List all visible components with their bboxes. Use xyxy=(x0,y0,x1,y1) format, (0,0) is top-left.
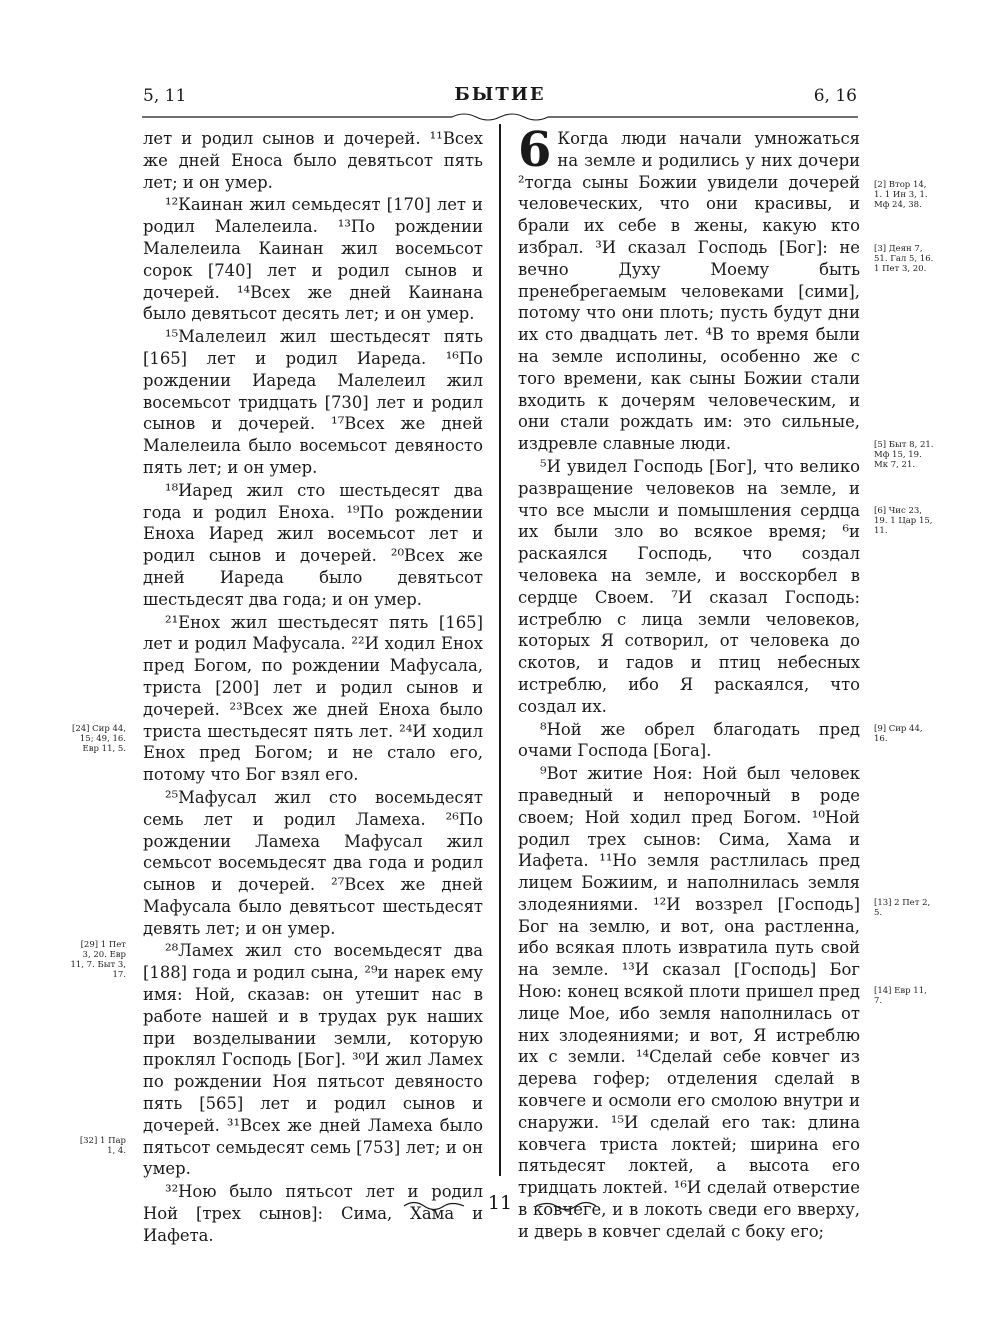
cross-reference-note: [24] Сир 44, 15; 49, 16. Евр 11, 5. xyxy=(72,724,126,754)
cross-reference-note: [9] Сир 44, 16. xyxy=(874,724,923,744)
cross-reference-note: [29] 1 Пет 3, 20. Евр 11, 7. Быт 3, 17. xyxy=(70,940,126,980)
cross-reference-note: [5] Быт 8, 21. Мф 15, 19. Мк 7, 21. xyxy=(874,440,934,470)
verse-paragraph: ²⁵Мафусал жил сто восемьдесят семь лет и родил Ламеха. ²⁶По рождении Ламеха Мафусал жил семьсот восемьдесят два года и родил сынов и дочерей. ²⁷Всех же дней Мафусала было девятьсот шестьдесят девять лет; и он умер. xyxy=(143,787,483,938)
chapter-number: 6 xyxy=(518,122,552,178)
book-title: БЫТИЕ xyxy=(454,84,546,105)
verse-paragraph: ¹⁸Иаред жил сто шестьдесят два года и родил Еноха. ¹⁹По рождении Еноха Иаред жил восемьсот лет и родил сынов и дочерей. ²⁰Всех же дней Иареда было девятьсот шестьдесят два года; и он умер. xyxy=(143,480,483,609)
cross-reference-note: [6] Чис 23, 19. 1 Цар 15, 11. xyxy=(874,506,933,536)
right-text-column xyxy=(518,122,860,1244)
verse-paragraph: ⁸Ной же обрел благодать пред очами Господа [Бога]. xyxy=(518,719,860,761)
cross-reference-note: [14] Евр 11, 7. xyxy=(874,986,927,1006)
verse-paragraph: ²⁸Ламех жил сто восемьдесят два [188] года и родил сына, ²⁹и нарек ему имя: Ной, сказав: он утешит нас в работе нашей и в трудах рук наших при возделывании земли, которую проклял Господь [Бог]. ³⁰И жил Ламех по рождении Ноя пятьсот девяносто пять [565] лет и родил сынов и дочерей. ³¹Всех же дней Ламеха было пятьсот семьдесят семь [753] лет; и он умер. xyxy=(143,941,483,1179)
verse-paragraph: ¹²Каинан жил семьдесят [170] лет и родил Малелеила. ¹³По рождении Малелеила Каинан жил восемьсот сорок [740] лет и родил сынов и дочерей. ¹⁴Всех же дней Каинана было девятьсот десять лет; и он умер. xyxy=(143,195,483,324)
page-number: 11 xyxy=(487,1192,513,1214)
verse-paragraph: ¹⁵Малелеил жил шестьдесят пять [165] лет и родил Иареда. ¹⁶По рождении Иареда Малелеил жил восемьсот тридцать [730] лет и родил сынов и дочерей. ¹⁷Всех же дней Малелеила было восемьсот девяносто пять лет; и он умер. xyxy=(143,327,483,477)
cross-reference-note: [13] 2 Пет 2, 5. xyxy=(874,898,931,918)
running-header-right: 6, 16 xyxy=(813,86,857,106)
verse-paragraph: лет и родил сынов и дочерей. ¹¹Всех же дней Еноса было девятьсот пять лет; и он умер. xyxy=(143,129,483,192)
verse-paragraph: Когда люди начали умножаться на земле и родились у них дочери ²тогда сыны Божии увидели дочерей человеческих, что они красивы, и брали их себе в жены, какую кто избрал. ³И сказал Господь [Бог]: не вечно Духу Моему быть пренебрегаемым человеками [сими], потому что они плоть; пусть будут дни их сто двадцать лет. ⁴В то время были на земле исполины, особенно же с того времени, как сыны Божии стали входить к дочерям человеческим, и они стали рождать им: это сильные, издревле славные люди. xyxy=(518,129,860,454)
cross-reference-note: [2] Втор 14, 1. 1 Ин 3, 1. Мф 24, 38. xyxy=(874,180,928,210)
header-rule-ornament xyxy=(140,110,860,124)
verse-paragraph: ⁵И увидел Господь [Бог], что велико развращение человеков на земле, и что все мысли и помышления сердца их были зло во всякое время; ⁶и раскаялся Господь, что создал человека на земле, и восскорбел в сердце Своем. ⁷И сказал Господь: истреблю с лица земли человеков, которых Я сотворил, от человека до скотов, и гадов и птиц небесных истреблю, ибо Я раскаялся, что создал их. xyxy=(518,456,860,716)
column-divider xyxy=(499,124,501,1176)
verse-paragraph: ⁹Вот житие Ноя: Ной был человек праведный и непорочный в роде своем; Ной ходил пред Богом. ¹⁰Ной родил трех сынов: Сима, Хама и Иафета. ¹¹Но земля растлилась пред лицем Божиим, и наполнилась земля злодеяниями. ¹²И воззрел [Господь] Бог на землю, и вот, она растленна, ибо всякая плоть извратила путь свой на земле. ¹³И сказал [Господь] Бог Ною: конец всякой плоти пришел пред лице Мое, ибо земля наполнилась от них злодеяниями; и вот, Я истреблю их с земли. ¹⁴Сделай себе ковчег из дерева гофер; отделения сделай в ковчеге и осмоли его смолою внутри и снаружи. ¹⁵И сделай его так: длина ковчега триста локтей; ширина его пятьдесят локтей, а высота его тридцать локтей. ¹⁶И сделай отверстие в ковчеге, и в локоть сведи его вверху, и дверь в ковчег сделай с боку его; xyxy=(518,764,860,1241)
left-text-column xyxy=(143,128,483,1248)
running-header-left: 5, 11 xyxy=(143,86,187,106)
cross-reference-note: [3] Деян 7, 51. Гал 5, 16. 1 Пет 3, 20. xyxy=(874,244,934,274)
verse-paragraph: ³²Ною было пятьсот лет и родил Ной [трех сынов]: Сима, Хама и Иафета. xyxy=(143,1182,483,1245)
cross-reference-note: [32] 1 Пар 1, 4. xyxy=(79,1136,126,1156)
footer-ornament-right xyxy=(534,1198,598,1214)
verse-paragraph: ²¹Енох жил шестьдесят пять [165] лет и родил Мафусала. ²²И ходил Енох пред Богом, по рождении Мафусала, триста [200] лет и родил сынов и дочерей. ²³Всех же дней Еноха было триста шестьдесят пять лет. ²⁴И ходил Енох пред Богом; и не стало его, потому что Бог взял его. xyxy=(143,612,483,785)
